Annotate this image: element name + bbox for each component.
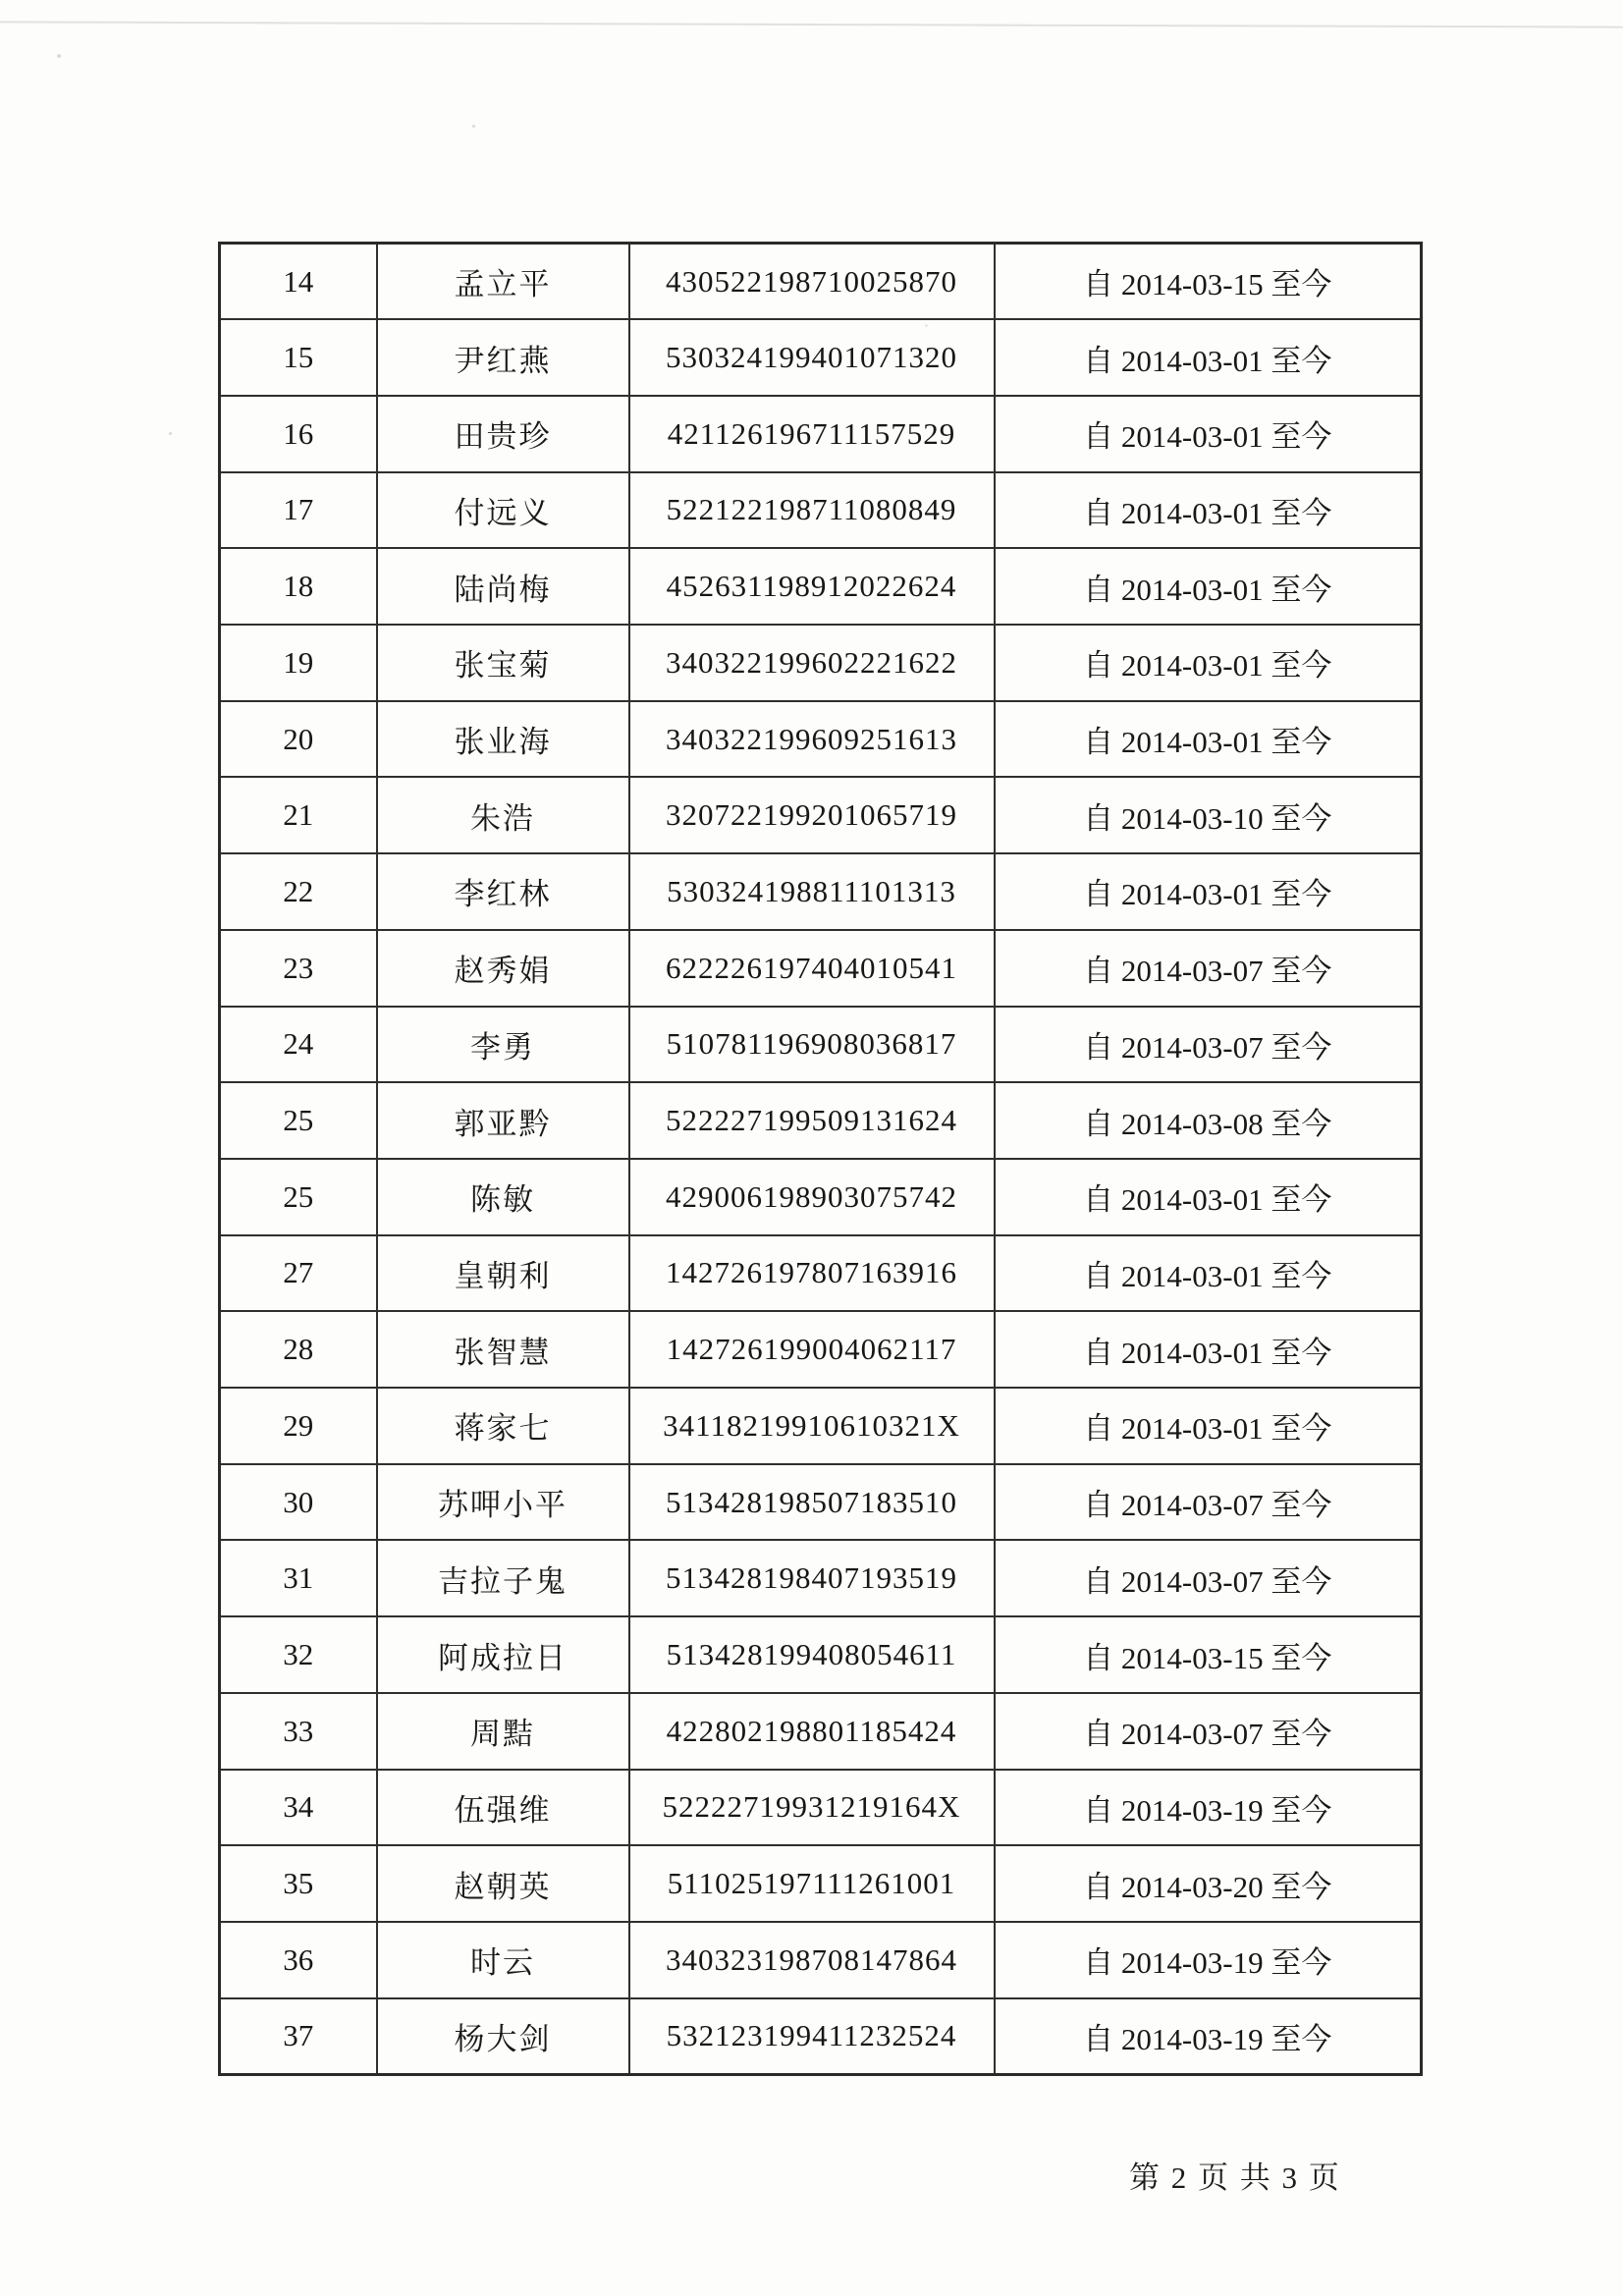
- cell-id-number: 513428199408054611: [629, 1616, 995, 1693]
- cell-name: 时云: [377, 1922, 629, 1998]
- cell-name: 赵秀娟: [377, 930, 629, 1007]
- table-row: [220, 1540, 1422, 1616]
- cell-name: 陈敏: [377, 1159, 629, 1235]
- table-row: [220, 244, 1422, 320]
- cell-name: 付远义: [377, 472, 629, 549]
- cell-id-number: 532123199411232524: [629, 1998, 995, 2075]
- cell-period: 自 2014-03-01 至今: [995, 1388, 1422, 1464]
- cell-no: 22: [220, 853, 377, 930]
- cell-no: 35: [220, 1845, 377, 1922]
- table-row: [220, 930, 1422, 1007]
- cell-id-number: 421126196711157529: [629, 396, 995, 472]
- cell-id-number: 452631198912022624: [629, 548, 995, 625]
- cell-id-number: 511025197111261001: [629, 1845, 995, 1922]
- cell-name: 张宝菊: [377, 625, 629, 701]
- cell-name: 张智慧: [377, 1311, 629, 1388]
- cell-period: 自 2014-03-07 至今: [995, 1464, 1422, 1541]
- table-row: [220, 853, 1422, 930]
- cell-period: 自 2014-03-01 至今: [995, 625, 1422, 701]
- table-row: [220, 1922, 1422, 1998]
- table-row: [220, 1464, 1422, 1541]
- cell-period: 自 2014-03-01 至今: [995, 396, 1422, 472]
- cell-id-number: 429006198903075742: [629, 1159, 995, 1235]
- cell-period: 自 2014-03-01 至今: [995, 548, 1422, 625]
- table-row: [220, 548, 1422, 625]
- table-row: [220, 1770, 1422, 1846]
- cell-name: 阿成拉日: [377, 1616, 629, 1693]
- cell-period: 自 2014-03-07 至今: [995, 1540, 1422, 1616]
- cell-id-number: 522122198711080849: [629, 472, 995, 549]
- table-row: [220, 1159, 1422, 1235]
- scan-speck: [169, 432, 172, 435]
- table-body: [220, 244, 1422, 2075]
- cell-name: 伍强维: [377, 1770, 629, 1846]
- cell-name: 陆尚梅: [377, 548, 629, 625]
- cell-period: 自 2014-03-01 至今: [995, 1235, 1422, 1312]
- cell-name: 田贵珍: [377, 396, 629, 472]
- cell-no: 27: [220, 1235, 377, 1312]
- cell-no: 30: [220, 1464, 377, 1541]
- cell-id-number: 522227199509131624: [629, 1082, 995, 1159]
- cell-name: 孟立平: [377, 244, 629, 320]
- cell-id-number: 530324199401071320: [629, 319, 995, 396]
- cell-period: 自 2014-03-01 至今: [995, 319, 1422, 396]
- cell-name: 苏呷小平: [377, 1464, 629, 1541]
- cell-period: 自 2014-03-01 至今: [995, 853, 1422, 930]
- cell-period: 自 2014-03-15 至今: [995, 244, 1422, 320]
- cell-no: 37: [220, 1998, 377, 2075]
- table-row: [220, 701, 1422, 778]
- cell-no: 25: [220, 1159, 377, 1235]
- cell-name: 杨大剑: [377, 1998, 629, 2075]
- cell-no: 29: [220, 1388, 377, 1464]
- cell-name: 周黠: [377, 1693, 629, 1770]
- cell-no: 31: [220, 1540, 377, 1616]
- cell-period: 自 2014-03-19 至今: [995, 1922, 1422, 1998]
- table-row: [220, 1616, 1422, 1693]
- table-row: [220, 1998, 1422, 2075]
- cell-no: 28: [220, 1311, 377, 1388]
- cell-period: 自 2014-03-01 至今: [995, 701, 1422, 778]
- table-row: [220, 1082, 1422, 1159]
- cell-name: 尹红燕: [377, 319, 629, 396]
- cell-no: 21: [220, 777, 377, 853]
- table-row: [220, 1845, 1422, 1922]
- table-row: [220, 319, 1422, 396]
- cell-id-number: 530324198811101313: [629, 853, 995, 930]
- cell-name: 郭亚黔: [377, 1082, 629, 1159]
- cell-no: 34: [220, 1770, 377, 1846]
- table-row: [220, 1388, 1422, 1464]
- table-row: [220, 777, 1422, 853]
- cell-period: 自 2014-03-07 至今: [995, 1007, 1422, 1083]
- cell-period: 自 2014-03-10 至今: [995, 777, 1422, 853]
- cell-name: 李勇: [377, 1007, 629, 1083]
- page-number-indicator: 第 2 页 共 3 页: [1129, 2160, 1341, 2195]
- table-row: [220, 1693, 1422, 1770]
- cell-name: 张业海: [377, 701, 629, 778]
- cell-name: 朱浩: [377, 777, 629, 853]
- scan-speck: [472, 125, 475, 128]
- cell-no: 32: [220, 1616, 377, 1693]
- personnel-roster-table: [218, 242, 1423, 2076]
- cell-no: 33: [220, 1693, 377, 1770]
- cell-id-number: 422802198801185424: [629, 1693, 995, 1770]
- cell-name: 赵朝英: [377, 1845, 629, 1922]
- cell-period: 自 2014-03-07 至今: [995, 930, 1422, 1007]
- scan-speck: [57, 54, 61, 58]
- cell-period: 自 2014-03-01 至今: [995, 472, 1422, 549]
- cell-no: 14: [220, 244, 377, 320]
- cell-no: 15: [220, 319, 377, 396]
- cell-period: 自 2014-03-08 至今: [995, 1082, 1422, 1159]
- cell-period: 自 2014-03-19 至今: [995, 1770, 1422, 1846]
- cell-id-number: 510781196908036817: [629, 1007, 995, 1083]
- cell-period: 自 2014-03-20 至今: [995, 1845, 1422, 1922]
- cell-id-number: 513428198407193519: [629, 1540, 995, 1616]
- cell-no: 16: [220, 396, 377, 472]
- cell-no: 23: [220, 930, 377, 1007]
- cell-id-number: 320722199201065719: [629, 777, 995, 853]
- cell-id-number: 340323198708147864: [629, 1922, 995, 1998]
- cell-id-number: 340322199609251613: [629, 701, 995, 778]
- table-row: [220, 1235, 1422, 1312]
- cell-no: 36: [220, 1922, 377, 1998]
- table-row: [220, 396, 1422, 472]
- cell-period: 自 2014-03-01 至今: [995, 1159, 1422, 1235]
- cell-no: 24: [220, 1007, 377, 1083]
- cell-id-number: 34118219910610321X: [629, 1388, 995, 1464]
- cell-id-number: 622226197404010541: [629, 930, 995, 1007]
- cell-name: 皇朝利: [377, 1235, 629, 1312]
- cell-id-number: 513428198507183510: [629, 1464, 995, 1541]
- cell-period: 自 2014-03-15 至今: [995, 1616, 1422, 1693]
- cell-no: 20: [220, 701, 377, 778]
- cell-period: 自 2014-03-01 至今: [995, 1311, 1422, 1388]
- table-row: [220, 1311, 1422, 1388]
- cell-period: 自 2014-03-19 至今: [995, 1998, 1422, 2075]
- cell-no: 18: [220, 548, 377, 625]
- cell-id-number: 52222719931219164X: [629, 1770, 995, 1846]
- table-row: [220, 1007, 1422, 1083]
- table-row: [220, 472, 1422, 549]
- cell-no: 17: [220, 472, 377, 549]
- cell-name: 李红林: [377, 853, 629, 930]
- scan-artifact-line: [0, 21, 1623, 27]
- cell-name: 吉拉子鬼: [377, 1540, 629, 1616]
- cell-id-number: 142726197807163916: [629, 1235, 995, 1312]
- cell-name: 蒋家七: [377, 1388, 629, 1464]
- cell-id-number: 430522198710025870: [629, 244, 995, 320]
- cell-id-number: 340322199602221622: [629, 625, 995, 701]
- cell-period: 自 2014-03-07 至今: [995, 1693, 1422, 1770]
- table-row: [220, 625, 1422, 701]
- cell-no: 25: [220, 1082, 377, 1159]
- cell-id-number: 142726199004062117: [629, 1311, 995, 1388]
- cell-no: 19: [220, 625, 377, 701]
